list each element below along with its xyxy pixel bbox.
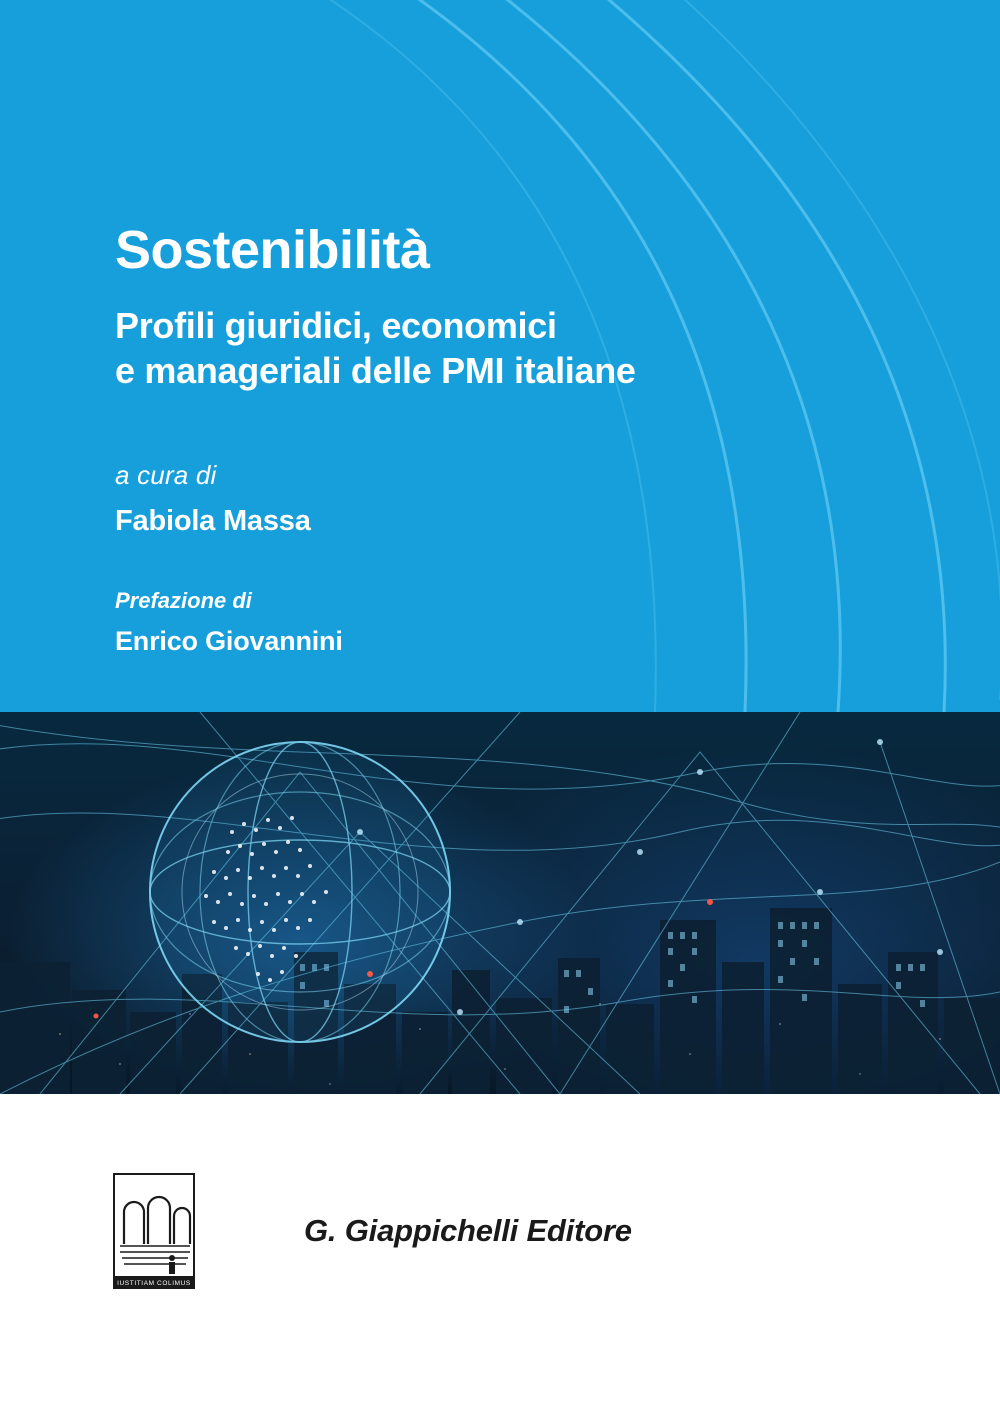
publisher-block bbox=[112, 1172, 632, 1290]
page-title: Sostenibilità bbox=[115, 220, 430, 280]
title-block bbox=[115, 222, 875, 393]
publisher-logo-svg bbox=[112, 1172, 196, 1290]
cover-bottom-panel bbox=[0, 1094, 1000, 1407]
preface-role-label: Prefazione di bbox=[115, 588, 252, 613]
editor-block bbox=[115, 460, 815, 538]
book-subtitle bbox=[115, 303, 875, 393]
preface-block bbox=[115, 588, 815, 657]
editor-role-label: a cura di bbox=[115, 460, 217, 490]
editor-name: Fabiola Massa bbox=[115, 505, 311, 537]
publisher-name: G. Giappichelli Editore bbox=[304, 1213, 632, 1248]
photo-city-lights-layer bbox=[0, 854, 1000, 1094]
giappichelli-arches-logo-icon bbox=[112, 1172, 196, 1290]
preface-author-name: Enrico Giovannini bbox=[115, 626, 343, 656]
book-subtitle-line2: e manageriali delle PMI italiane bbox=[115, 349, 636, 391]
book-subtitle-line1: Profili giuridici, economici bbox=[115, 304, 557, 346]
publisher-motto-text: IUSTITIAM COLIMUS bbox=[117, 1280, 191, 1287]
cover-photo-band bbox=[0, 712, 1000, 1094]
